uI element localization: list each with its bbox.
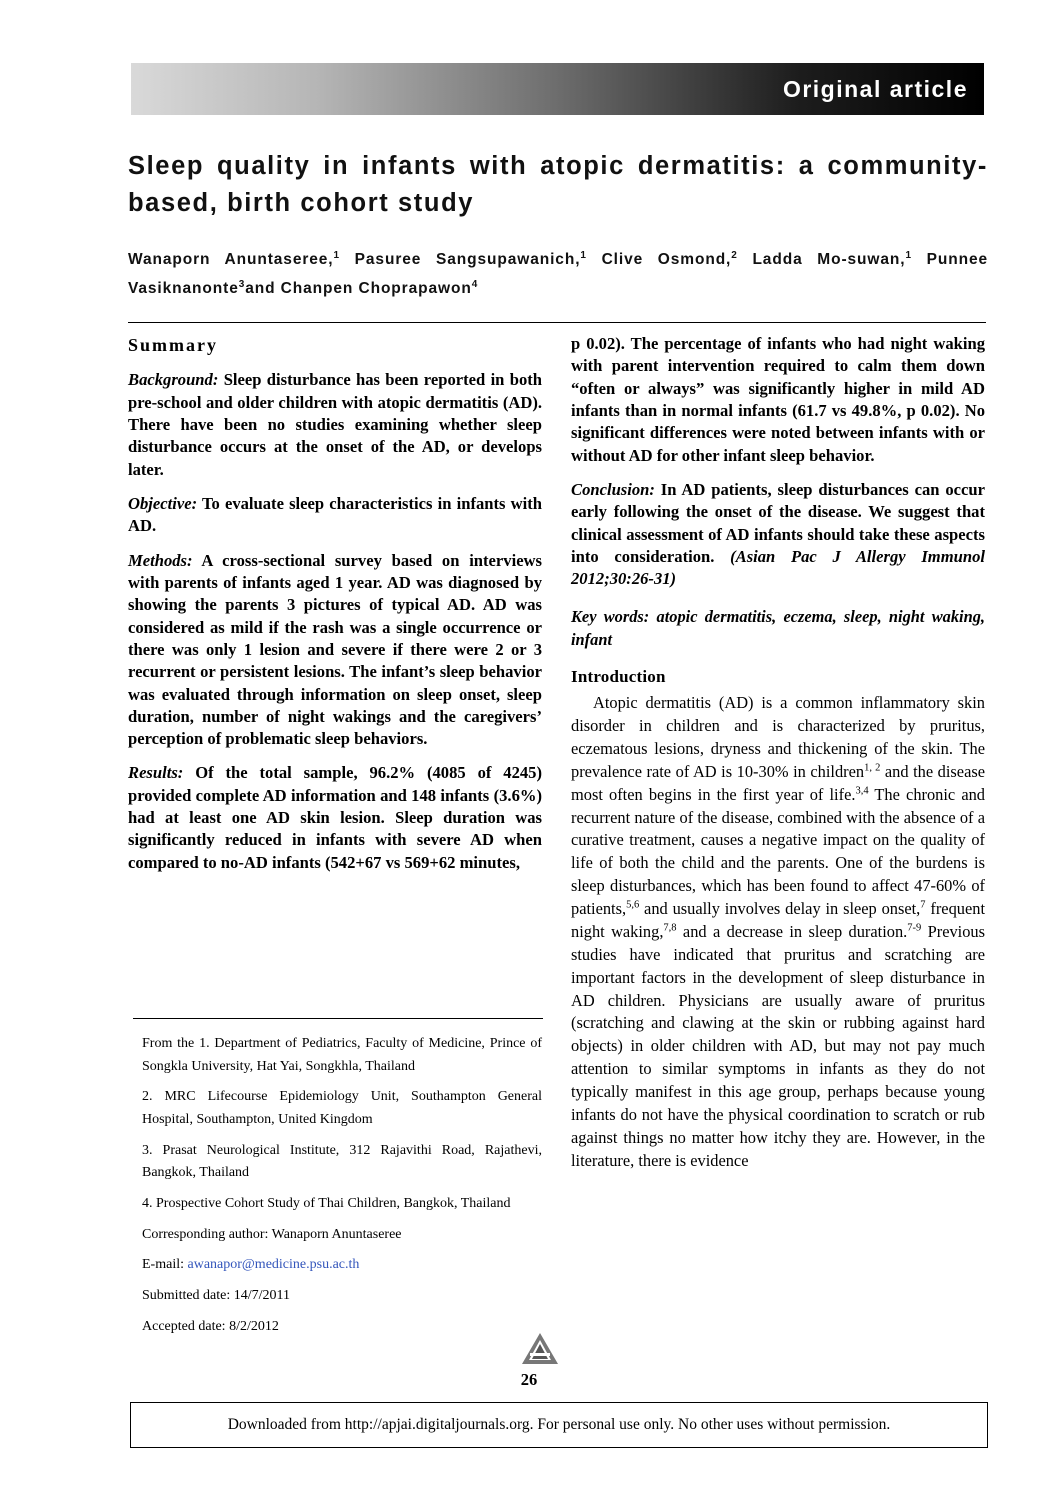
summary-conclusion <box>571 479 985 591</box>
right-column <box>571 333 985 1173</box>
header-divider <box>128 322 986 323</box>
conclusion-text: In AD patients, sleep disturbances can occur early following the onset of the disease. We suggest that clinical assessment of AD infants should take these aspects into consideration. <box>571 479 985 566</box>
email-label: E-mail: <box>142 1257 184 1273</box>
results-continued: p 0.02). The percentage of infants who had night waking with parent intervention required to calm them down “often or always” was significantly higher in mild AD infants than in normal infants (61.7 vs 49.8%, p 0.02). No significant differences were noted between infants with or without AD for other infant sleep behavior. <box>571 334 985 465</box>
keywords-line <box>571 606 985 651</box>
introduction-text: Atopic dermatitis (AD) is a common inflammatory skin disorder in children and is characterized by pruritus, eczematous lesions, dryness and thickening of the skin. The prevalence rate of AD is 10-30% in children$^{1, 2}$ and the disease most often begins in the first year of life.$^{3,4}$ The chronic and recurrent nature of the disease, combined with the absence of a curative treatment, causes a negative impact on the quality of life of both the child and the parents. One of the burdens is sleep disturbances, which has been found to affect 47-60% of patients,$^{5,6}$ and usually involves delay in sleep onset,$^7$ frequent night waking,$^{7,8}$ and a decrease in sleep duration.$^{7-9}$ Previous studies have indicated that pruritus and scratching are important factors in the development of sleep disturbance in AD children. Physicians are usually aware of pruritus (scratching and clawing at the skin or rubbing against hard objects) in older children with AD, but may not pay much attention to similar symptoms in infants as they do not typically manifest in this age group, perhaps because young infants do not have the physical coordination to scratch or rub against things no matter how itchy they are. However, in the literature, there is evidence <box>571 693 986 1170</box>
objective-label: Objective: <box>128 494 198 514</box>
download-notice-box <box>130 1402 988 1448</box>
accepted-date: Accepted date: 8/2/2012 <box>142 1318 279 1334</box>
results-text: Of the total sample, 96.2% (4085 of 4245) provided complete AD information and 148 infants (3.6%) had at least one AD skin lesion. Sleep duration was significantly reduced in infants with severe AD when compared to no-AD infants (542+67 vs 569+62 minutes, <box>128 763 542 872</box>
affiliation-item: 3. Prasat Neurological Institute, 312 Rajavithi Road, Rajathevi, Bangkok, Thailand <box>142 1142 542 1181</box>
email-link[interactable]: awanapor@medicine.psu.ac.th <box>187 1257 360 1273</box>
email-line <box>142 1254 542 1277</box>
summary-methods <box>128 550 542 751</box>
keywords-label: Key words: <box>571 607 650 627</box>
corresponding-author: Corresponding author: Wanaporn Anuntaseree <box>142 1226 402 1242</box>
journal-citation: (Asian Pac J Allergy Immunol 2012;30:26-31) <box>571 546 985 589</box>
page-title: Sleep quality in infants with atopic dermatitis: a community-based, birth cohort study <box>128 152 988 217</box>
results-label: Results: <box>128 763 184 783</box>
methods-text: A cross-sectional survey based on interviews with parents of infants aged 1 year. AD was diagnosed by showing the parents 3 pictures of typical AD. AD was considered as mild if the rash was a single occurrence or there was only 1 lesion and severe if there were 2 or 3 recurrent or persistent lesions. The infant’s sleep behavior was evaluated through information on sleep onset, sleep duration, number of night wakings and the caregivers’ perception of problematic sleep behaviors. <box>128 550 542 749</box>
journal-logo-icon <box>518 1331 562 1367</box>
background-label: Background: <box>128 370 219 390</box>
affiliation-item: 2. MRC Lifecourse Epidemiology Unit, Southampton General Hospital, Southampton, United Kingdom <box>142 1089 542 1128</box>
article-type-banner <box>131 63 984 115</box>
left-column <box>128 333 542 886</box>
author-list: Wanaporn Anuntaseree,$^1$ Pasuree Sangsupawanich,$^1$ Clive Osmond,$^2$ Ladda Mo-suwan,$^1$ Punnee Vasiknanonte$^3$and Chanpen Choprapawon$^4$ <box>128 249 988 297</box>
page-number: 26 <box>520 1370 538 1389</box>
introduction-heading: Introduction <box>571 667 666 687</box>
submitted-date: Submitted date: 14/7/2011 <box>142 1288 291 1304</box>
keywords-text: atopic dermatitis, eczema, sleep, night waking, infant <box>571 607 985 649</box>
objective-text: To evaluate sleep characteristics in infants with AD. <box>128 494 542 536</box>
footnote-divider <box>133 1018 543 1019</box>
summary-objective <box>128 493 542 538</box>
title-block <box>128 148 988 303</box>
summary-results <box>128 762 542 874</box>
methods-label: Methods: <box>128 550 193 570</box>
affiliation-item: From the 1. Department of Pediatrics, Faculty of Medicine, Prince of Songkla University, Hat Yai, Songkhla, Thailand <box>142 1036 542 1074</box>
affiliations-block <box>142 1033 542 1346</box>
download-notice-text: Downloaded from http://apjai.digitaljournals.org. For personal use only. No other uses without permission. <box>227 1416 891 1433</box>
summary-background <box>128 369 542 481</box>
affiliation-item: 4. Prospective Cohort Study of Thai Children, Bangkok, Thailand <box>142 1196 511 1212</box>
summary-heading: Summary <box>128 335 218 355</box>
background-text: Sleep disturbance has been reported in both pre-school and older children with atopic dermatitis (AD). There have been no studies examining whether sleep disturbance occurs at the onset of the AD, or develops later. <box>128 370 542 479</box>
conclusion-label: Conclusion: <box>571 479 655 499</box>
article-type-label: Original article <box>782 75 968 102</box>
